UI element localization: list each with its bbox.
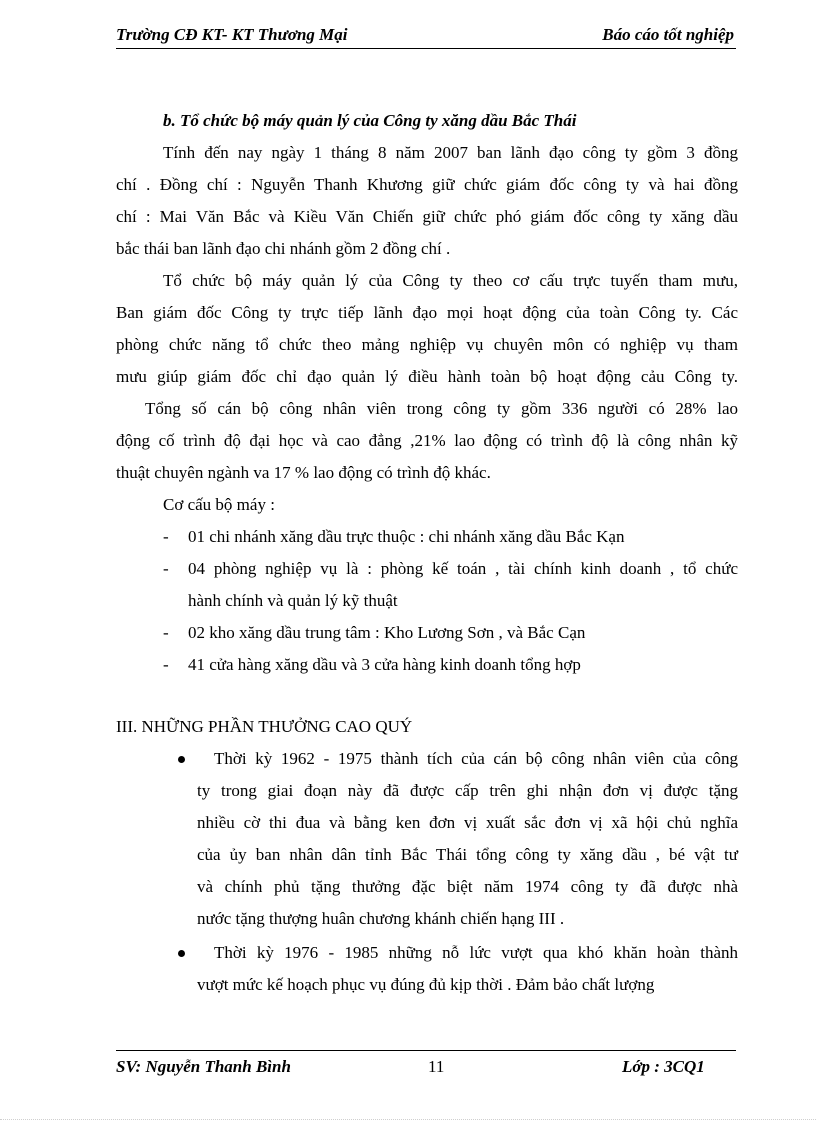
bullet1-line: và chính phủ tặng thưởng đặc biệt năm 1974 công ty đã được nhà bbox=[197, 877, 738, 896]
section-iii-heading: III. NHỮNG PHẦN THƯỞNG CAO QUÝ bbox=[116, 717, 413, 736]
para2-line: mưu giúp giám đốc chỉ đạo quản lý điều hành toàn bộ hoạt động cảu Công ty. bbox=[116, 367, 738, 386]
para3-line: Tổng số cán bộ công nhân viên trong công ty gồm 336 người có 28% lao bbox=[145, 399, 738, 418]
bullet2-line: vượt mức kế hoạch phục vụ đúng đủ kịp thời . Đảm bảo chất lượng bbox=[197, 975, 655, 994]
structure-item: 02 kho xăng dầu trung tâm : Kho Lương Sơn , và Bắc Cạn bbox=[188, 623, 586, 642]
bullet2-line: Thời kỳ 1976 - 1985 những nỗ lức vượt qua khó khăn hoàn thành bbox=[214, 943, 738, 962]
page-header bbox=[116, 24, 736, 49]
para1-line: chí . Đồng chí : Nguyễn Thanh Khương giữ chức giám đốc công ty và hai đồng bbox=[116, 175, 738, 194]
section-b-heading: b. Tổ chức bộ máy quản lý của Công ty xăng dầu Bắc Thái bbox=[163, 111, 577, 130]
structure-label: Cơ cấu bộ máy : bbox=[163, 495, 275, 514]
para3-line: động cố trình độ đại học và cao đẳng ,21% lao động có trình độ là công nhân kỹ bbox=[116, 431, 738, 450]
dash-marker: - bbox=[163, 623, 169, 642]
bullet-icon bbox=[178, 756, 185, 763]
bullet1-line: của ủy ban nhân dân tỉnh Bắc Thái tổng công ty xăng dầu , bé vật tư bbox=[197, 845, 738, 864]
page-number: 11 bbox=[428, 1057, 445, 1076]
dash-marker: - bbox=[163, 559, 169, 578]
page-edge-divider bbox=[0, 1119, 816, 1120]
para1-line: chí : Mai Văn Bắc và Kiều Văn Chiến giữ chức phó giám đốc công ty xăng dầu bbox=[116, 207, 738, 226]
structure-item: 04 phòng nghiệp vụ là : phòng kế toán , tài chính kinh doanh , tổ chức bbox=[188, 559, 738, 578]
header-school: Trường CĐ KT- KT Thương Mại bbox=[116, 25, 348, 44]
para2-line: Ban giám đốc Công ty trực tiếp lãnh đạo mọi hoạt động của toàn Công ty. Các bbox=[116, 303, 738, 322]
structure-item: 01 chi nhánh xăng dầu trực thuộc : chi nhánh xăng dầu Bắc Kạn bbox=[188, 527, 625, 546]
para1-line: Tính đến nay ngày 1 tháng 8 năm 2007 ban lãnh đạo công ty gồm 3 đồng bbox=[163, 143, 738, 162]
bullet1-line: nhiều cờ thi đua và bằng ken đơn vị xuất sắc đơn vị xã hội chủ nghĩa bbox=[197, 813, 738, 832]
para2-line: Tổ chức bộ máy quản lý của Công ty theo cơ cấu trực tuyến tham mưu, bbox=[163, 271, 738, 290]
dash-marker: - bbox=[163, 655, 169, 674]
para3-line: thuật chuyên ngành va 17 % lao động có trình độ khác. bbox=[116, 463, 491, 482]
bullet-icon bbox=[178, 950, 185, 957]
structure-item-continued: hành chính và quản lý kỹ thuật bbox=[188, 591, 398, 610]
bullet1-line: Thời kỳ 1962 - 1975 thành tích của cán bộ công nhân viên của công bbox=[214, 749, 738, 768]
para2-line: phòng chức năng tổ chức theo mảng nghiệp vụ chuyên môn có nghiệp vụ tham bbox=[116, 335, 738, 354]
structure-item: 41 cửa hàng xăng dầu và 3 cửa hàng kinh doanh tổng hợp bbox=[188, 655, 581, 674]
bullet1-line: nước tặng thượng huân chương khánh chiến hạng III . bbox=[197, 909, 565, 928]
para1-line: bắc thái ban lãnh đạo chi nhánh gồm 2 đồng chí . bbox=[116, 239, 451, 258]
footer-student: SV: Nguyễn Thanh Bình bbox=[116, 1057, 291, 1076]
footer-rule bbox=[116, 1050, 736, 1051]
header-report-type: Báo cáo tốt nghiệp bbox=[602, 25, 734, 44]
footer-class: Lớp : 3CQ1 bbox=[622, 1057, 705, 1076]
dash-marker: - bbox=[163, 527, 169, 546]
bullet1-line: ty trong giai đoạn này đã được cấp trên ghi nhận đơn vị được tặng bbox=[197, 781, 738, 800]
